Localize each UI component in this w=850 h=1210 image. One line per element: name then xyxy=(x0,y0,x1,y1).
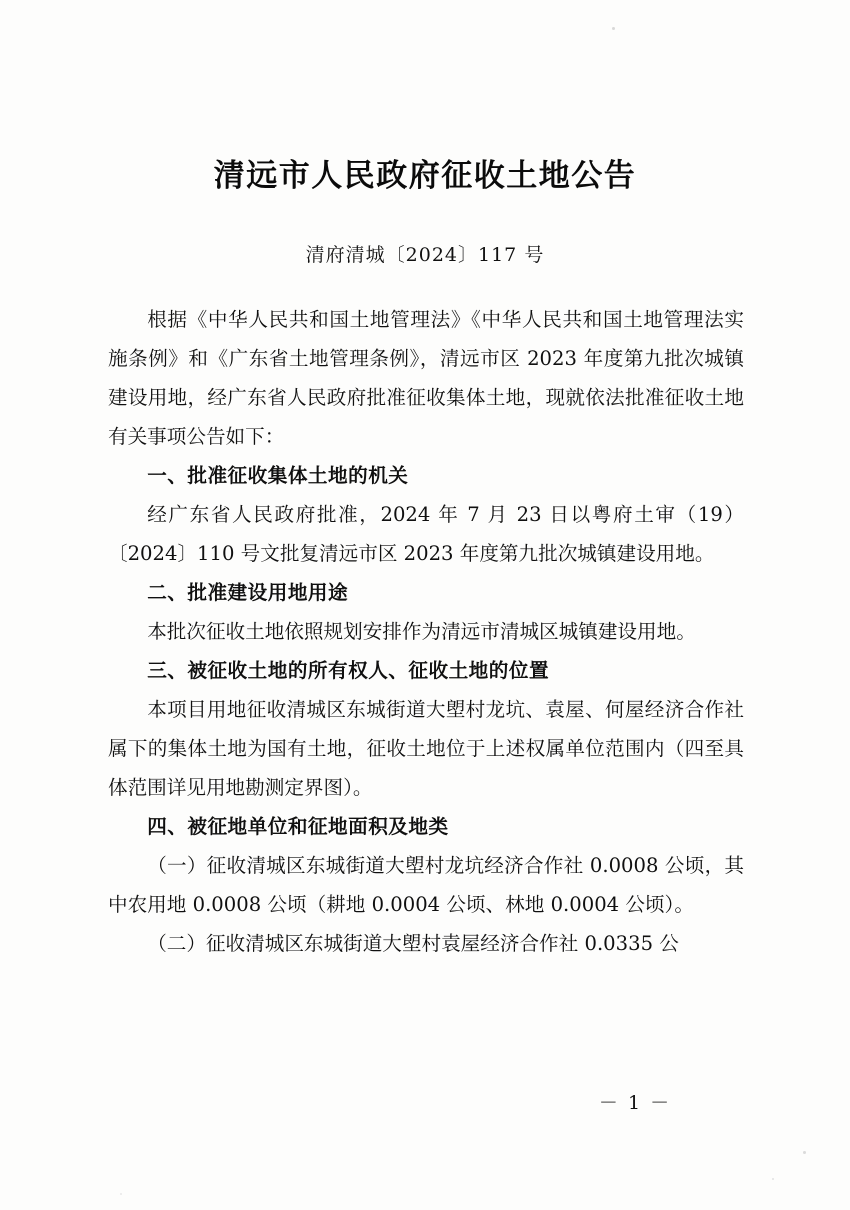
scan-speck xyxy=(803,1151,806,1154)
paragraph-intro: 根据《中华人民共和国土地管理法》《中华人民共和国土地管理法实施条例》和《广东省土地管理条例》，清远市区 2023 年度第九批次城镇建设用地，经广东省人民政府批准征收集体土地，现就依法批准征收土地有关事项公告如下： xyxy=(108,308,744,448)
section-heading-2: 二、批准建设用地用途 xyxy=(147,581,349,604)
document-title: 清远市人民政府征收土地公告 xyxy=(213,158,637,194)
page-number: － 1 － xyxy=(598,1092,672,1114)
scan-speck xyxy=(612,27,615,30)
section-heading-4: 四、被征地单位和征地面积及地类 xyxy=(147,815,449,838)
document-number: 清府清城〔2024〕117 号 xyxy=(305,244,545,266)
section-body-1: 经广东省人民政府批准，2024 年 7 月 23 日以粤府土审（19）〔2024〕110 号文批复清远市区 2023 年度第九批次城镇建设用地。 xyxy=(108,503,744,565)
section-heading-1: 一、批准征收集体土地的机关 xyxy=(147,464,409,487)
section-heading-3: 三、被征收土地的所有权人、征收土地的位置 xyxy=(147,659,550,682)
section-body-4-item-1: （一）征收清城区东城街道大塱村龙坑经济合作社 0.0008 公顷，其中农用地 0.0008 公顷（耕地 0.0004 公顷、林地 0.0004 公顷）。 xyxy=(108,854,744,916)
section-body-2: 本批次征收土地依照规划安排作为清远市清城区城镇建设用地。 xyxy=(147,620,696,643)
scan-speck xyxy=(120,1193,122,1195)
section-body-4-item-2: （二）征收清城区东城街道大塱村袁屋经济合作社 0.0335 公 xyxy=(147,932,679,955)
document-body xyxy=(108,300,744,963)
section-body-3: 本项目用地征收清城区东城街道大塱村龙坑、袁屋、何屋经济合作社属下的集体土地为国有土地，征收土地位于上述权属单位范围内（四至具体范围详见用地勘测定界图）。 xyxy=(108,698,744,799)
scan-speck xyxy=(772,1178,774,1180)
